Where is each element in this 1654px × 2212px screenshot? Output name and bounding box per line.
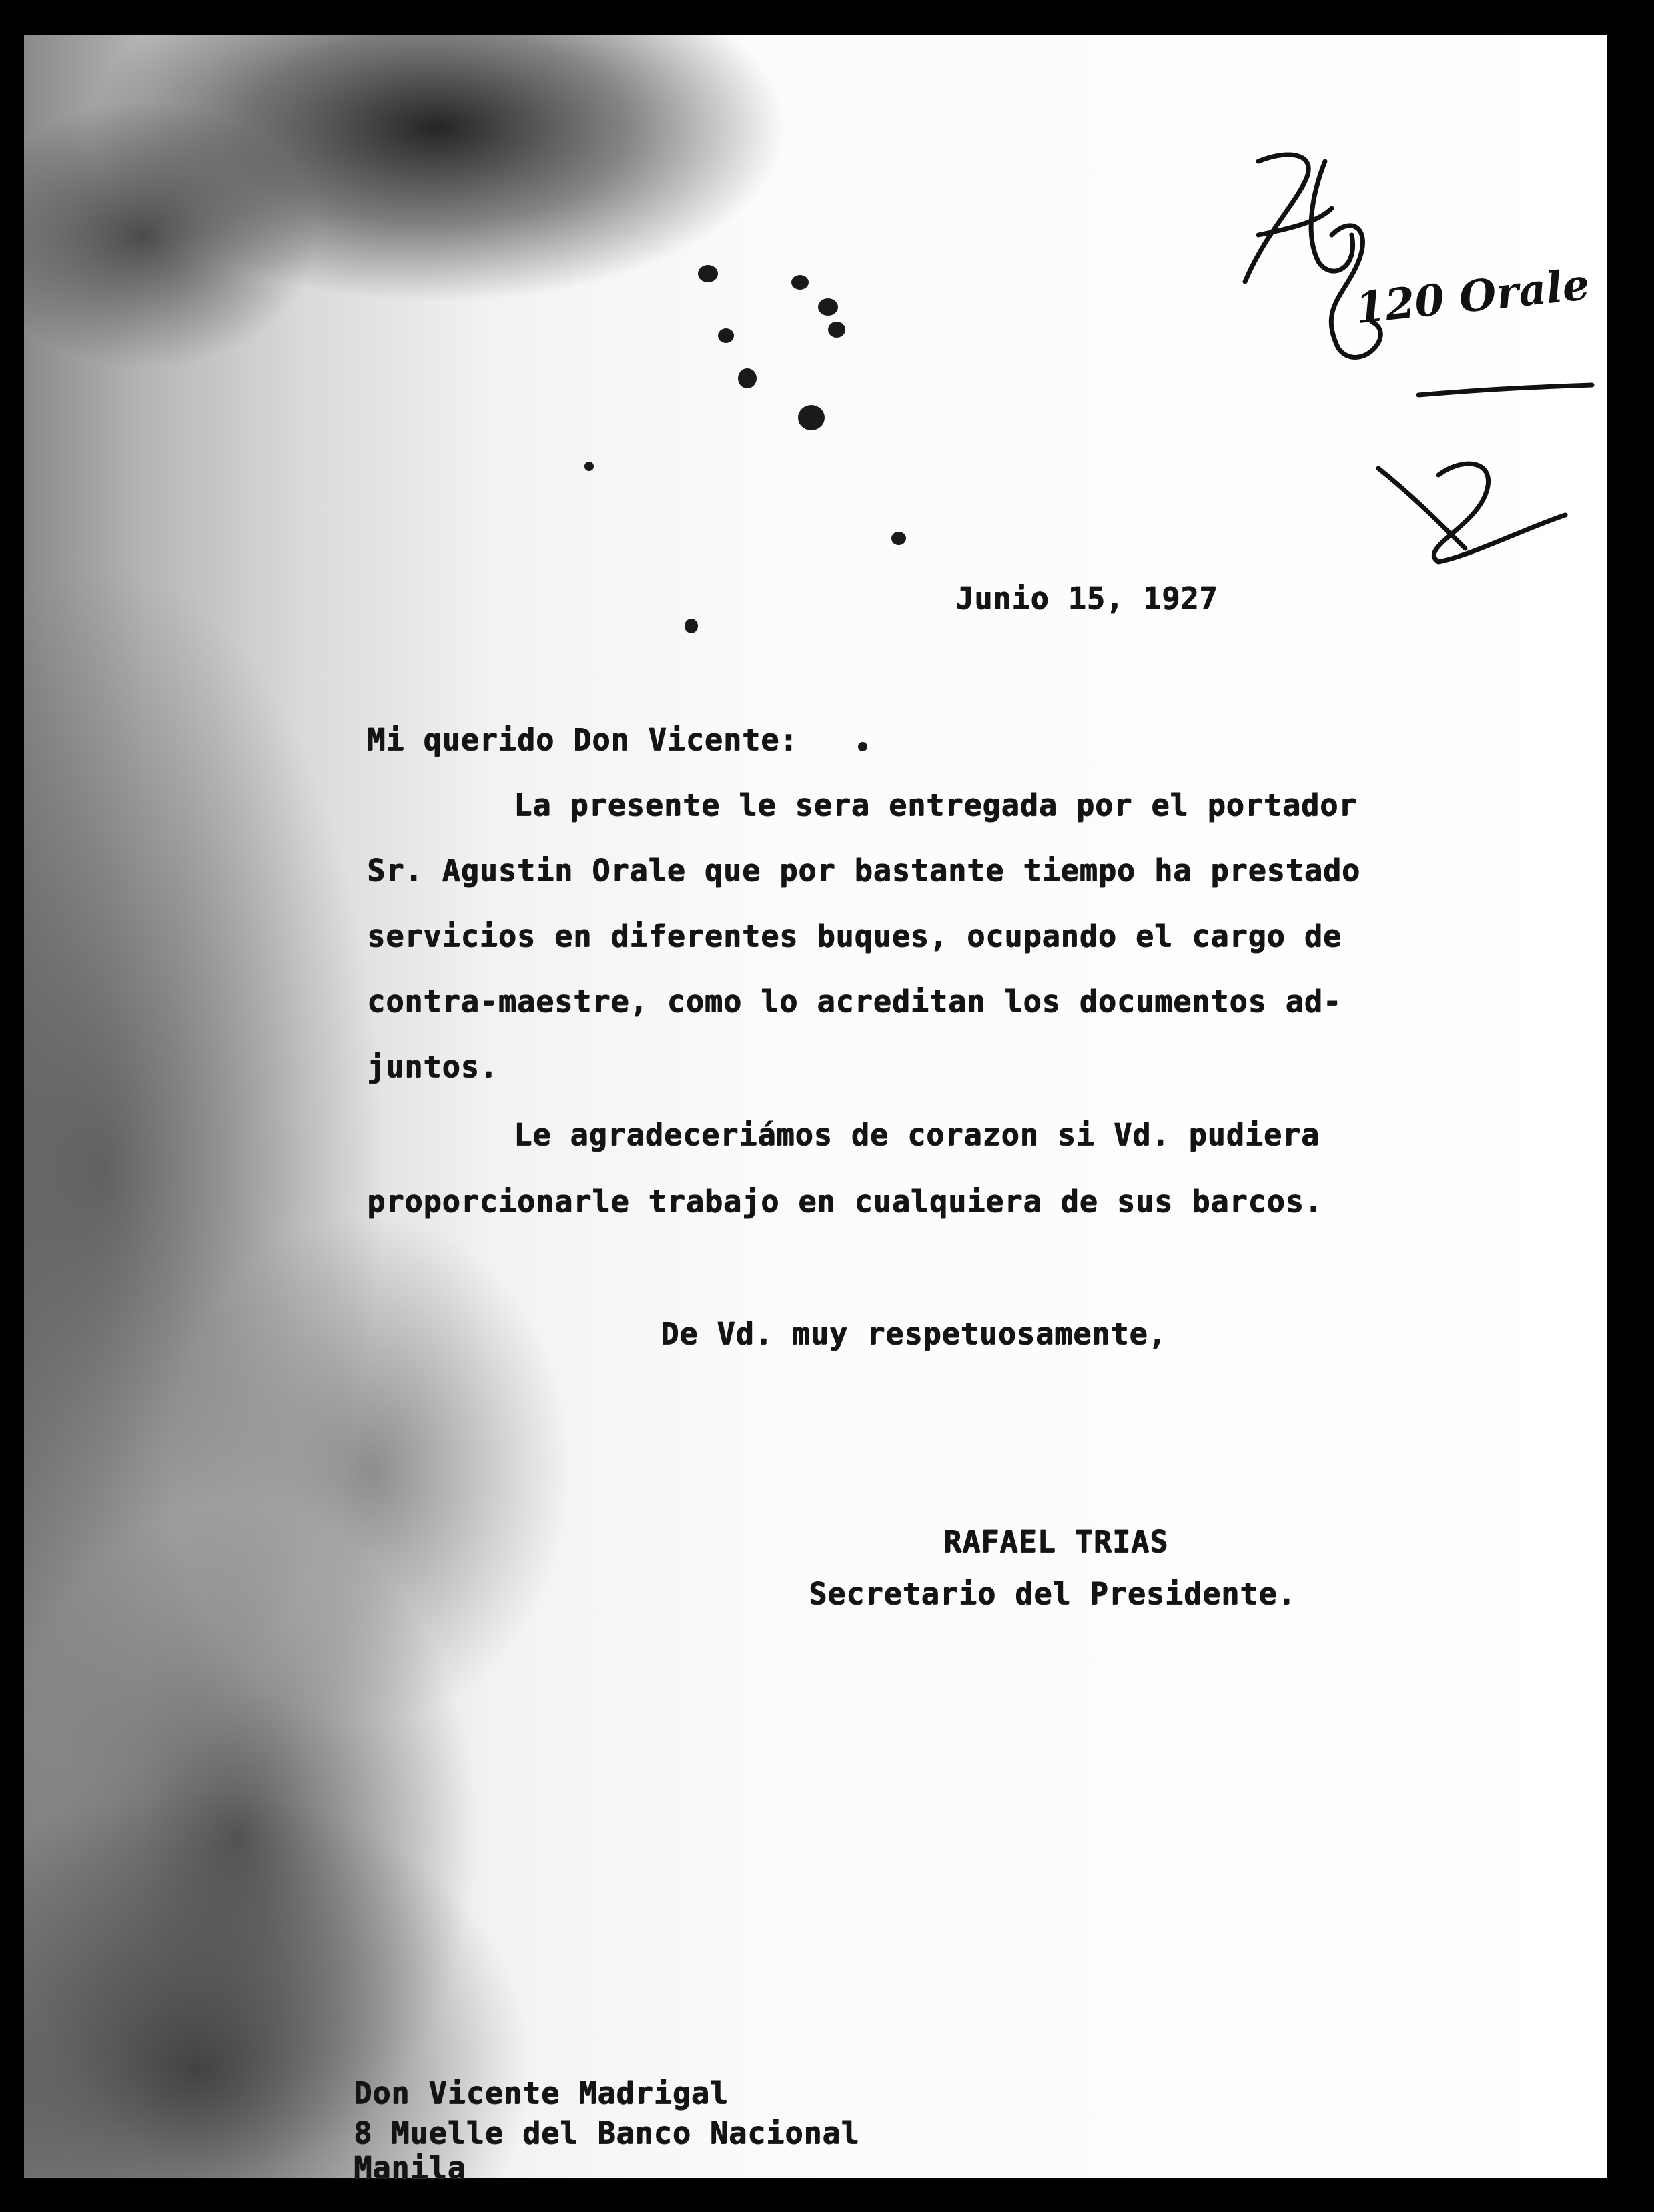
body-line: contra-maestre, como lo acreditan los documentos ad-: [367, 984, 1342, 1019]
handwritten-reference: 120 Orale: [1353, 259, 1592, 334]
body-line: proporcionarle trabajo en cualquiera de sus barcos.: [367, 1184, 1323, 1219]
ink-spot: [791, 275, 809, 290]
ink-spot: [858, 742, 867, 751]
signature-title: Secretario del Presidente.: [809, 1576, 1296, 1611]
ink-spot: [584, 462, 594, 471]
body-line: La presente le sera entregada por el portador: [514, 787, 1358, 823]
ink-spot: [818, 298, 838, 316]
handwritten-annotations: [1218, 135, 1632, 602]
ink-spot: [698, 265, 718, 282]
signature-name: RAFAEL TRIAS: [943, 1524, 1169, 1559]
ink-spot: [685, 619, 698, 633]
body-line: juntos.: [367, 1049, 498, 1084]
ink-spot: [828, 322, 845, 338]
recipient-city: Manila: [354, 2150, 466, 2185]
ink-spot: [738, 368, 757, 388]
ink-spot: [718, 328, 734, 343]
ink-spot: [891, 532, 906, 545]
body-line: Le agradeceriámos de corazon si Vd. pudiera: [514, 1117, 1320, 1152]
letter-closing: De Vd. muy respetuosamente,: [661, 1316, 1167, 1351]
recipient-address: 8 Muelle del Banco Nacional: [354, 2115, 860, 2151]
letter-date: Junio 15, 1927: [955, 581, 1218, 616]
letter-salutation: Mi querido Don Vicente:: [367, 722, 799, 757]
recipient-name: Don Vicente Madrigal: [354, 2075, 729, 2111]
paper-sheet: [24, 35, 1607, 2185]
body-line: Sr. Agustin Orale que por bastante tiempo ha prestado: [367, 853, 1360, 888]
ink-spot: [798, 405, 825, 430]
body-line: servicios en diferentes buques, ocupando el cargo de: [367, 918, 1342, 954]
